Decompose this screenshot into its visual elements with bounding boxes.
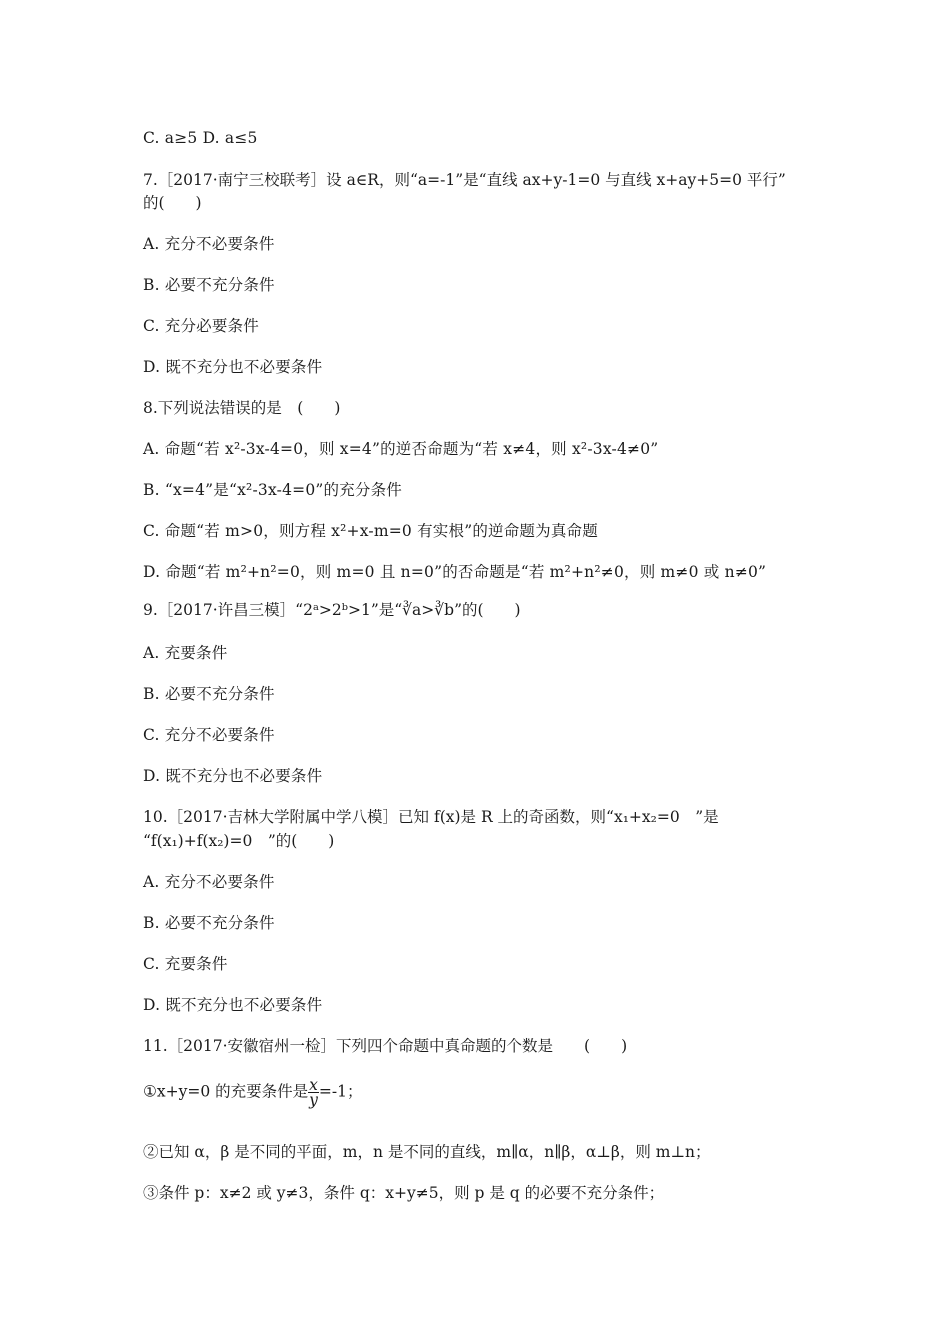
q7-option-a: A. 充分不必要条件	[143, 235, 275, 253]
q10-option-c: C. 充要条件	[143, 955, 228, 973]
q11-statement-1-suffix: =-1；	[318, 1082, 363, 1101]
q7-option-c: C. 充分必要条件	[143, 317, 259, 335]
fraction-denominator: y	[309, 1091, 318, 1109]
q10-option-d: D. 既不充分也不必要条件	[143, 996, 323, 1014]
q9-option-b: B. 必要不充分条件	[143, 685, 275, 703]
q10-option-b: B. 必要不充分条件	[143, 914, 275, 932]
q11-statement-3: ③条件 p：x≠2 或 y≠3，条件 q：x+y≠5，则 p 是 q 的必要不充分条件；	[143, 1184, 665, 1202]
q8-option-c: C. 命题“若 m>0，则方程 x²+x-m=0 有实根”的逆命题为真命题	[143, 522, 598, 540]
q9-option-a: A. 充要条件	[143, 644, 228, 662]
q8-option-a: A. 命题“若 x²-3x-4=0，则 x=4”的逆否命题为“若 x≠4，则 x²-3x-4≠0”	[143, 440, 659, 458]
q7-option-b: B. 必要不充分条件	[143, 276, 275, 294]
fraction-numerator: x	[309, 1076, 318, 1094]
q11-statement-1-prefix: ①x+y=0 的充要条件是	[143, 1082, 309, 1101]
q11-statement-1	[143, 1078, 363, 1107]
q11-stem: 11.［2017·安徽宿州一检］下列四个命题中真命题的个数是 ( )	[143, 1037, 628, 1055]
q9-stem: 9.［2017·许昌三模］“2ᵃ>2ᵇ>1”是“∛a>∛b”的( )	[143, 601, 521, 619]
q8-stem: 8.下列说法错误的是 ( )	[143, 399, 341, 417]
fraction-x-over-y	[308, 1078, 319, 1107]
q7-stem-line2: 的( )	[143, 194, 202, 212]
q8-option-b: B. “x=4”是“x²-3x-4=0”的充分条件	[143, 481, 403, 499]
q8-option-d: D. 命题“若 m²+n²=0，则 m=0 且 n=0”的否命题是“若 m²+n²≠0，则 m≠0 或 n≠0”	[143, 563, 767, 581]
q9-option-c: C. 充分不必要条件	[143, 726, 275, 744]
q10-stem-line2: “f(x₁)+f(x₂)=0 ”的( )	[143, 832, 335, 850]
q7-option-d: D. 既不充分也不必要条件	[143, 358, 323, 376]
q7-stem-line1: 7.［2017·南宁三校联考］设 a∈R，则“a=-1”是“直线 ax+y-1=0 与直线 x+ay+5=0 平行”	[143, 171, 786, 189]
q10-option-a: A. 充分不必要条件	[143, 873, 275, 891]
q9-option-d: D. 既不充分也不必要条件	[143, 767, 323, 785]
q10-stem-line1: 10.［2017·吉林大学附属中学八模］已知 f(x)是 R 上的奇函数，则“x₁+x₂=0 ”是	[143, 808, 719, 826]
q11-statement-2: ②已知 α，β 是不同的平面，m，n 是不同的直线，m∥α，n∥β，α⊥β，则 m⊥n；	[143, 1143, 711, 1161]
q6-options-cd: C. a≥5 D. a≤5	[143, 129, 258, 147]
